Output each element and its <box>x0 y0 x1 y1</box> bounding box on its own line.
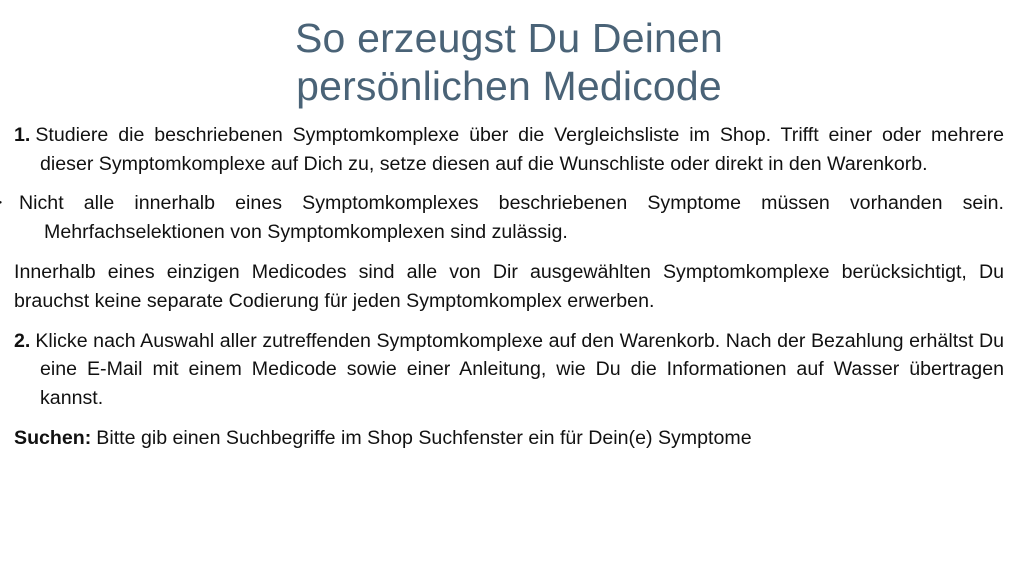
page-title <box>14 14 1004 111</box>
list-item-note <box>14 189 1004 247</box>
slide-body <box>14 121 1004 453</box>
list-item-marker: 1. <box>14 123 31 146</box>
paragraph-text: Innerhalb eines einzigen Medicodes sind alle von Dir ausgewählten Symptomkomplexe berücksichtigt, Du brauchst keine separate Codierung für jeden Symptomkomplex erwerben. <box>14 260 1004 312</box>
list-item-step-2 <box>14 327 1004 413</box>
search-label: Suchen: <box>14 426 92 449</box>
page-title-line-1: So erzeugst Du Deinen <box>294 15 724 61</box>
list-item-step-1 <box>14 121 1004 179</box>
paragraph-search-hint <box>14 424 1004 453</box>
page-title-line-2: persönlichen Medicode <box>296 63 722 110</box>
list-item-text: Studiere die beschriebenen Symptomkomplexe über die Vergleichsliste im Shop. Trifft einer oder mehrere dieser Symptomkomplexe auf Dich zu, setze diesen auf die Wunschliste oder direkt in den Warenkorb. <box>35 123 1004 175</box>
list-item-text: Klicke nach Auswahl aller zutreffenden Symptomkomplexe auf den Warenkorb. Nach der Bezahlung erhältst Du eine E-Mail mit einem Medicode sowie einer Anleitung, wie Du die Informationen auf Wasser übertragen kannst. <box>35 329 1004 410</box>
paragraph-text: Bitte gib einen Suchbegriffe im Shop Suchfenster ein für Dein(e) Symptome <box>96 426 752 449</box>
list-item-text: Nicht alle innerhalb eines Symptomkomplexes beschriebenen Symptome müssen vorhanden sein. Mehrfachselektionen von Symptomkomplexen sind zulässig. <box>19 192 1004 244</box>
list-item-marker: 2. <box>14 329 31 352</box>
paragraph-medicode-scope <box>14 258 1004 316</box>
